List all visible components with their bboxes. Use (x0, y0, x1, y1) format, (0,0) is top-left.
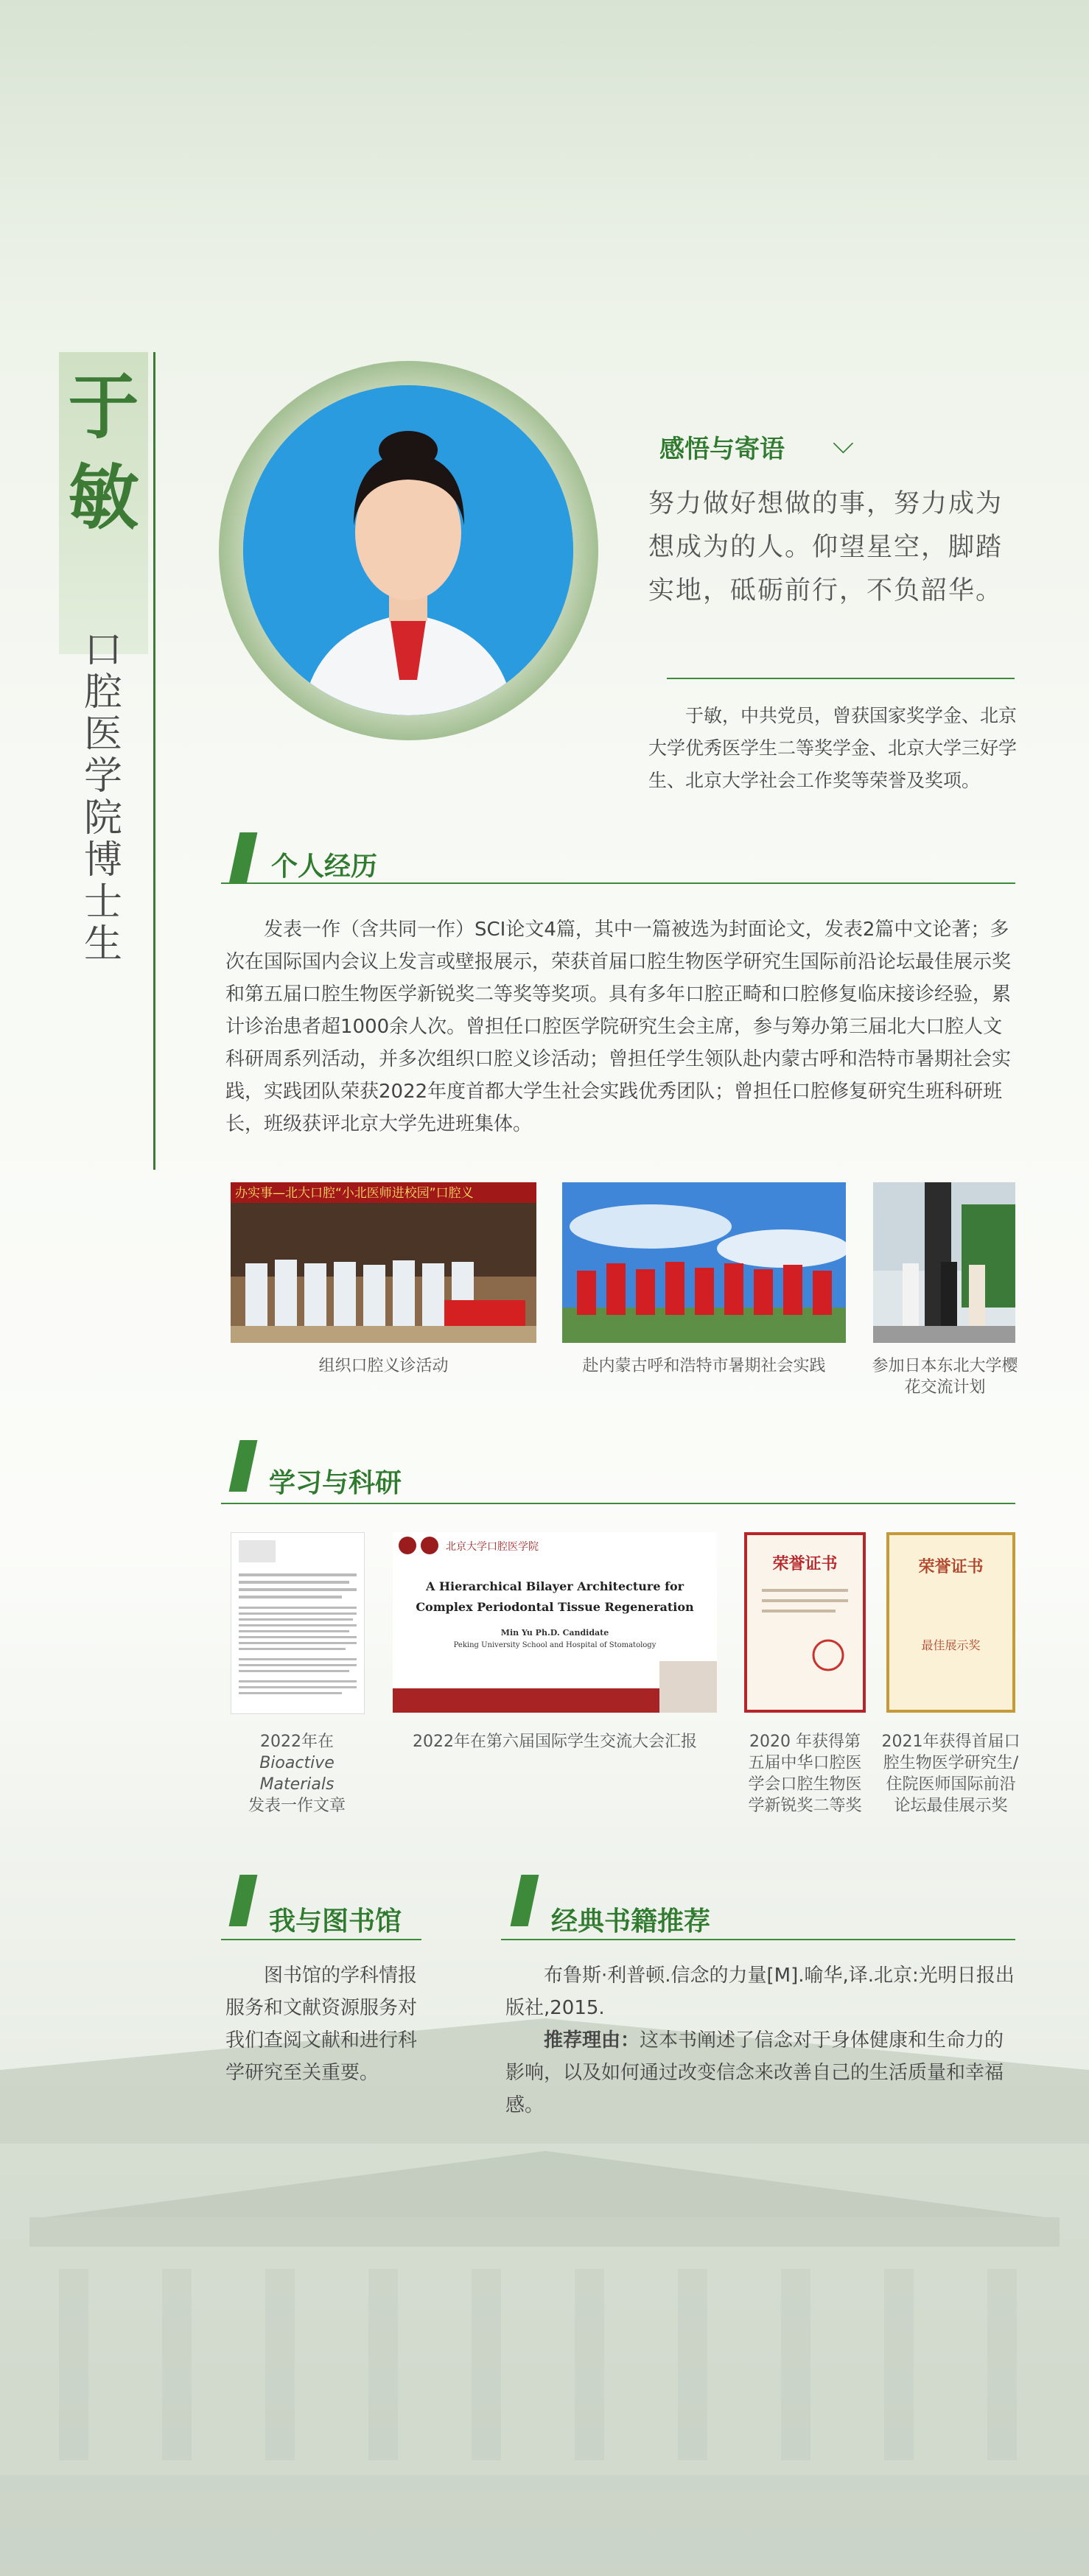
caption-paper: 2022年在 Bioactive Materials 发表一作文章 (248, 1733, 346, 1815)
reason-text: 这本书阐述了信念对于身体健康和生命力的影响，以及如何通过改变信念来改善自己的生活质量和幸福感。 (505, 2029, 1004, 2116)
slide-author: Min Yu Ph.D. Candidate (500, 1628, 609, 1638)
svg-text:北京大学口腔医学院: 北京大学口腔医学院 (446, 1541, 539, 1553)
certificate-award-2: 荣誉证书 最佳展示奖 (886, 1532, 1015, 1713)
bio-text: 于敏，中共党员，曾获国家奖学金、北京大学优秀医学生二等奖学金、北京大学三好学生、北京大学社会工作奖等荣誉及奖项。 (648, 705, 1018, 791)
reason-label: 推荐理由： (544, 2029, 640, 2052)
slide-affiliation: Peking University School and Hospital of Stomatology (453, 1641, 656, 1649)
caption-free-clinic: 组织口腔义诊活动 (318, 1357, 449, 1375)
conference-slide (393, 1532, 717, 1713)
book-citation: 布鲁斯·利普顿.信念的力量[M].喻华,译.北京:光明日报出版社,2015. (505, 1965, 1015, 2019)
presenter-thumbnail (659, 1661, 717, 1713)
book-reason (505, 2024, 1017, 2121)
motto-text: 努力做好想做的事，努力成为想成为的人。仰望星空，脚踏实地，砥砺前行，不负韶华。 (648, 489, 1004, 606)
section-flag-icon (229, 1440, 258, 1492)
library-heading: 我与图书馆 (269, 1906, 402, 1937)
books-divider (501, 1939, 1015, 1940)
library-divider (221, 1939, 421, 1940)
title-vertical: 口 腔 医 学 院 博 士 生 (83, 628, 122, 966)
research-heading: 学习与科研 (269, 1467, 402, 1498)
experience-heading: 个人经历 (271, 851, 378, 882)
photo-free-clinic (231, 1182, 536, 1343)
caption-award-2: 2021年获得首届口腔生物医学研究生/住院医师国际前沿论坛最佳展示奖 (881, 1733, 1020, 1815)
paper-screenshot (231, 1532, 365, 1714)
certificate-award-1: 荣誉证书 (744, 1532, 866, 1713)
section-flag-icon (229, 832, 258, 884)
experience-divider (221, 882, 1015, 884)
library-text: 图书馆的学科情报服务和文献资源服务对我们查阅文献和进行科学研究至关重要。 (225, 1965, 418, 2084)
experience-text: 发表一作（含共同一作）SCI论文4篇，其中一篇被选为封面论文，发表2篇中文论著；多次在国际国内会议上发言或壁报展示，荣获首届口腔生物医学研究生国际前沿论坛最佳展示奖和第五届口腔生物医学新锐奖二等奖等奖项。具有多年口腔正畸和口腔修复临床接诊经验，累计诊治患者超1000余人次。曾担任口腔医学院研究生会主席，参与筹办第三届北大口腔人文科研周系列活动，并多次组织口腔义诊活动；曾担任学生领队赴内蒙古呼和浩特市暑期社会实践，实践团队荣获2022年度首都大学生社会实践优秀团队；曾担任口腔修复研究生班科研班长，班级获评北京大学先进班集体。 (225, 919, 1012, 1135)
photo-japan-exchange (873, 1182, 1015, 1343)
motto-heading: 感悟与寄语 (659, 435, 785, 464)
caption-summer-practice: 赴内蒙古呼和浩特市暑期社会实践 (582, 1357, 826, 1375)
chevron-down-icon: ⌵ (833, 427, 854, 460)
caption-award-1: 2020 年获得第五届中华口腔医学会口腔生物医学新锐奖二等奖 (748, 1733, 862, 1815)
caption-japan-exchange: 参加日本东北大学樱花交流计划 (872, 1357, 1018, 1397)
svg-text:办实事—北大口腔“小北医师进校园”口腔义: 办实事—北大口腔“小北医师进校园”口腔义 (235, 1186, 474, 1201)
portrait-photo (243, 385, 573, 715)
name-char-2: 敏 (68, 456, 139, 539)
name-char-1: 于 (68, 365, 139, 449)
research-divider (221, 1503, 1015, 1504)
vertical-divider (153, 352, 155, 1170)
bio-divider (667, 678, 1015, 679)
photo-summer-practice (562, 1182, 846, 1343)
books-heading: 经典书籍推荐 (551, 1906, 711, 1937)
section-flag-icon (229, 1875, 258, 1926)
section-flag-icon (511, 1875, 539, 1926)
slide-title: A Hierarchical Bilayer Architecture for Complex Periodontal Tissue Regeneration (416, 1579, 694, 1614)
caption-conference: 2022年在第六届国际学生交流大会汇报 (413, 1733, 697, 1751)
